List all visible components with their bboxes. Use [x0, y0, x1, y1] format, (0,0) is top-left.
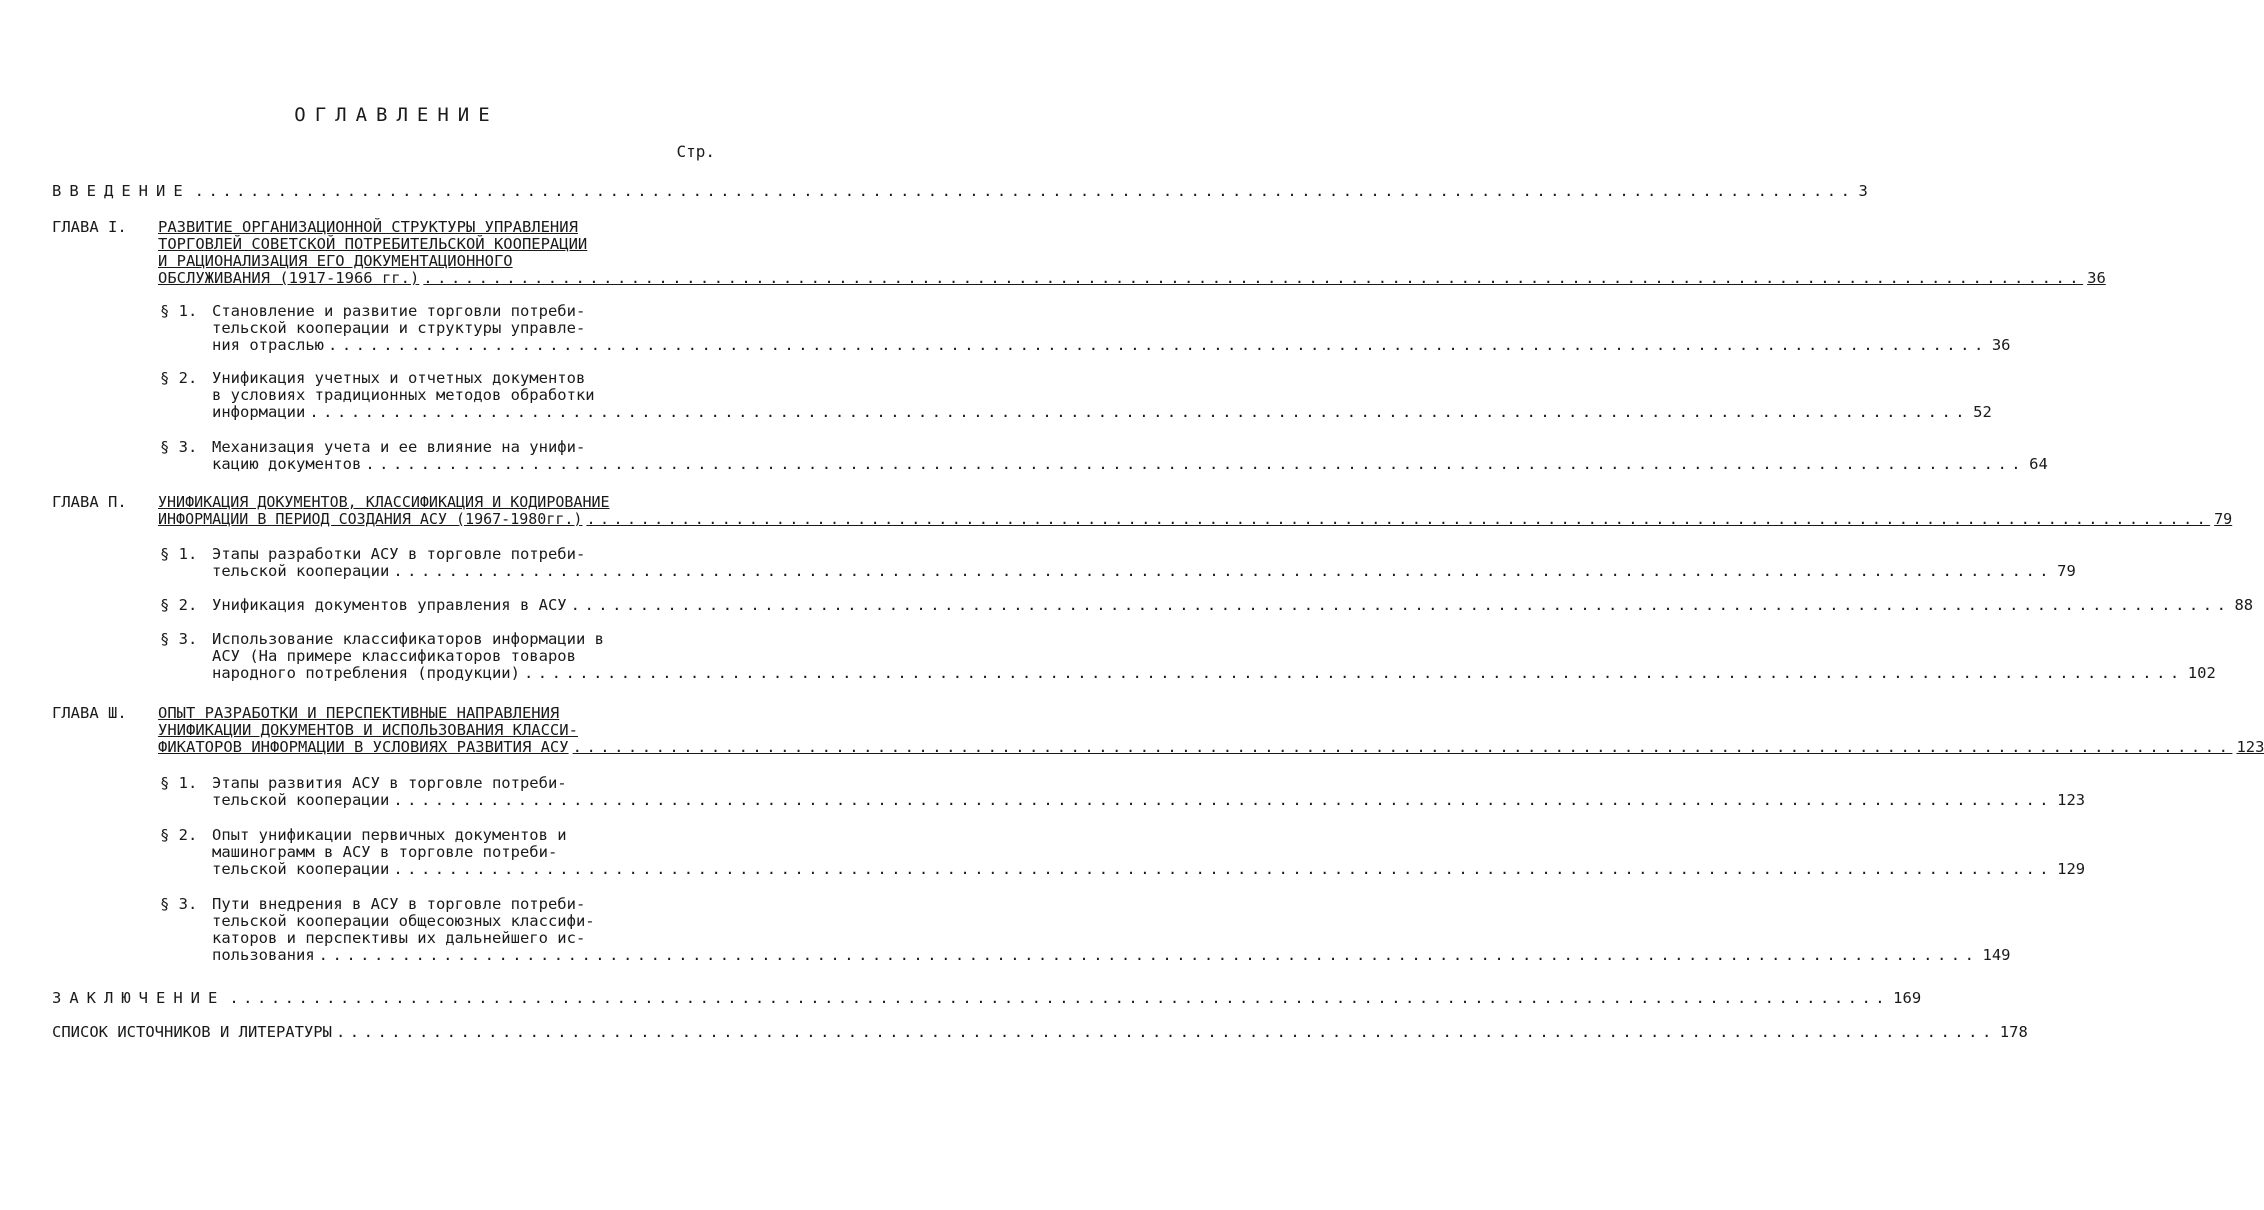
chapter-2-title[interactable]: [158, 493, 2233, 528]
section-number: § 3.: [160, 438, 198, 456]
toc-intro[interactable]: [52, 182, 1868, 200]
section-page: 149: [1982, 946, 2011, 964]
leader-dots: ........................................................................................................................: [335, 1023, 1996, 1041]
chapter-3-label: ГЛАВА Ш.: [52, 704, 127, 722]
leader-dots: ........................................................................................................................: [586, 510, 2211, 528]
section-2-3[interactable]: [212, 630, 2216, 682]
section-page: 123: [2057, 791, 2086, 809]
section-line: тельской кооперации общесоюзных классифи-: [212, 912, 595, 930]
section-page: 79: [2057, 562, 2076, 580]
bibliography-title: СПИСОК ИСТОЧНИКОВ И ЛИТЕРАТУРЫ: [52, 1023, 332, 1041]
title-line: РАЗВИТИЕ ОРГАНИЗАЦИОННОЙ СТРУКТУРЫ УПРАВЛЕНИЯ: [158, 218, 578, 236]
section-1-3[interactable]: [212, 438, 2048, 473]
title-line: УНИФИКАЦИЯ ДОКУМЕНТОВ, КЛАССИФИКАЦИЯ И КОДИРОВАНИЕ: [158, 493, 610, 511]
title-line: ТОРГОВЛЕЙ СОВЕТСКОЙ ПОТРЕБИТЕЛЬСКОЙ КООПЕРАЦИИ: [158, 235, 588, 253]
section-3-2[interactable]: [212, 826, 2086, 878]
chapter-page: 36: [2087, 269, 2106, 287]
conclusion-page: 169: [1893, 989, 1922, 1007]
section-page: 129: [2057, 860, 2086, 878]
section-number: § 3.: [160, 630, 198, 648]
title-line: ИНФОРМАЦИИ В ПЕРИОД СОЗДАНИЯ АСУ (1967-1980гг.): [158, 510, 583, 528]
section-number: § 1.: [160, 302, 198, 320]
title-line: ОБСЛУЖИВАНИЯ (1917-1966 гг.): [158, 269, 420, 287]
intro-title: ВВЕДЕНИЕ: [52, 182, 191, 200]
title-line: УНИФИКАЦИИ ДОКУМЕНТОВ И ИСПОЛЬЗОВАНИЯ КЛАССИ-: [158, 721, 578, 739]
leader-dots: ........................................................................................................................: [423, 269, 2084, 287]
section-page: 64: [2029, 455, 2048, 473]
section-number: § 1.: [160, 774, 198, 792]
section-line: тельской кооперации и структуры управле-: [212, 319, 586, 337]
section-line: пользования: [212, 946, 315, 964]
leader-dots: ........................................................................................................................: [393, 791, 2054, 809]
bibliography-page: 178: [1999, 1023, 2028, 1041]
section-page: 102: [2187, 664, 2216, 682]
section-1-1[interactable]: [212, 302, 2011, 354]
conclusion-title: ЗАКЛЮЧЕНИЕ: [52, 989, 226, 1007]
leader-dots: ........................................................................................................................: [365, 455, 2026, 473]
section-number: § 1.: [160, 545, 198, 563]
section-line: машинограмм в АСУ в торговле потреби-: [212, 843, 558, 861]
section-line: кацию документов: [212, 455, 362, 473]
section-page: 36: [1991, 336, 2011, 354]
leader-dots: ........................................................................................................................: [393, 860, 2054, 878]
section-line: тельской кооперации: [212, 860, 390, 878]
leader-dots: ........................................................................................................................: [570, 596, 2231, 614]
leader-dots: ........................................................................................................................: [194, 182, 1855, 200]
page-title: ОГЛАВЛЕНИЕ: [294, 104, 499, 126]
section-line: Опыт унификации первичных документов и: [212, 826, 567, 844]
section-line: в условиях традиционных методов обработки: [212, 386, 595, 404]
section-1-2[interactable]: [212, 369, 1992, 421]
section-2-1[interactable]: [212, 545, 2076, 580]
section-line: народного потребления (продукции): [212, 664, 520, 682]
section-line: Становление и развитие торговли потреби-: [212, 302, 586, 320]
section-page: 88: [2234, 596, 2254, 614]
section-number: § 2.: [160, 596, 198, 614]
page-column-label: Стр.: [676, 142, 715, 161]
title-line: ОПЫТ РАЗРАБОТКИ И ПЕРСПЕКТИВНЫЕ НАПРАВЛЕНИЯ: [158, 704, 560, 722]
section-line: информации: [212, 403, 306, 421]
leader-dots: ........................................................................................................................: [572, 738, 2233, 756]
leader-dots: ........................................................................................................................: [309, 403, 1970, 421]
section-line: АСУ (На примере классификаторов товаров: [212, 647, 576, 665]
title-line: И РАЦИОНАЛИЗАЦИЯ ЕГО ДОКУМЕНТАЦИОННОГО: [158, 252, 513, 270]
leader-dots: ........................................................................................................................: [393, 562, 2054, 580]
section-page: 52: [1973, 403, 1992, 421]
section-number: § 3.: [160, 895, 198, 913]
section-line: ния отраслью: [212, 336, 324, 354]
section-2-2[interactable]: [212, 596, 2254, 614]
section-number: § 2.: [160, 826, 198, 844]
leader-dots: ........................................................................................................................: [327, 336, 1988, 354]
title-line: ФИКАТОРОВ ИНФОРМАЦИИ В УСЛОВИЯХ РАЗВИТИЯ АСУ: [158, 738, 569, 756]
section-line: Этапы развития АСУ в торговле потреби-: [212, 774, 567, 792]
section-line: тельской кооперации: [212, 562, 390, 580]
chapter-3-title[interactable]: [158, 704, 2264, 756]
toc-conclusion[interactable]: [52, 989, 1922, 1007]
section-line: Унификация документов управления в АСУ: [212, 596, 567, 614]
leader-dots: ........................................................................................................................: [229, 989, 1890, 1007]
section-number: § 2.: [160, 369, 198, 387]
section-line: тельской кооперации: [212, 791, 390, 809]
intro-page: 3: [1858, 182, 1868, 200]
chapter-2-label: ГЛАВА П.: [52, 493, 127, 511]
leader-dots: ........................................................................................................................: [523, 664, 2184, 682]
section-line: Пути внедрения в АСУ в торговле потреби-: [212, 895, 586, 913]
chapter-page: 123: [2236, 738, 2264, 756]
leader-dots: ........................................................................................................................: [318, 946, 1979, 964]
chapter-1-title[interactable]: [158, 218, 2106, 287]
section-3-3[interactable]: [212, 895, 2011, 964]
section-line: Механизация учета и ее влияние на унифи-: [212, 438, 586, 456]
section-line: каторов и перспективы их дальнейшего ис-: [212, 929, 586, 947]
toc-bibliography[interactable]: [52, 1023, 2028, 1041]
chapter-1-label: ГЛАВА I.: [52, 218, 127, 236]
chapter-page: 79: [2214, 510, 2233, 528]
section-line: Этапы разработки АСУ в торговле потреби-: [212, 545, 586, 563]
section-3-1[interactable]: [212, 774, 2086, 809]
section-line: Унификация учетных и отчетных документов: [212, 369, 586, 387]
section-line: Использование классификаторов информации в: [212, 630, 604, 648]
